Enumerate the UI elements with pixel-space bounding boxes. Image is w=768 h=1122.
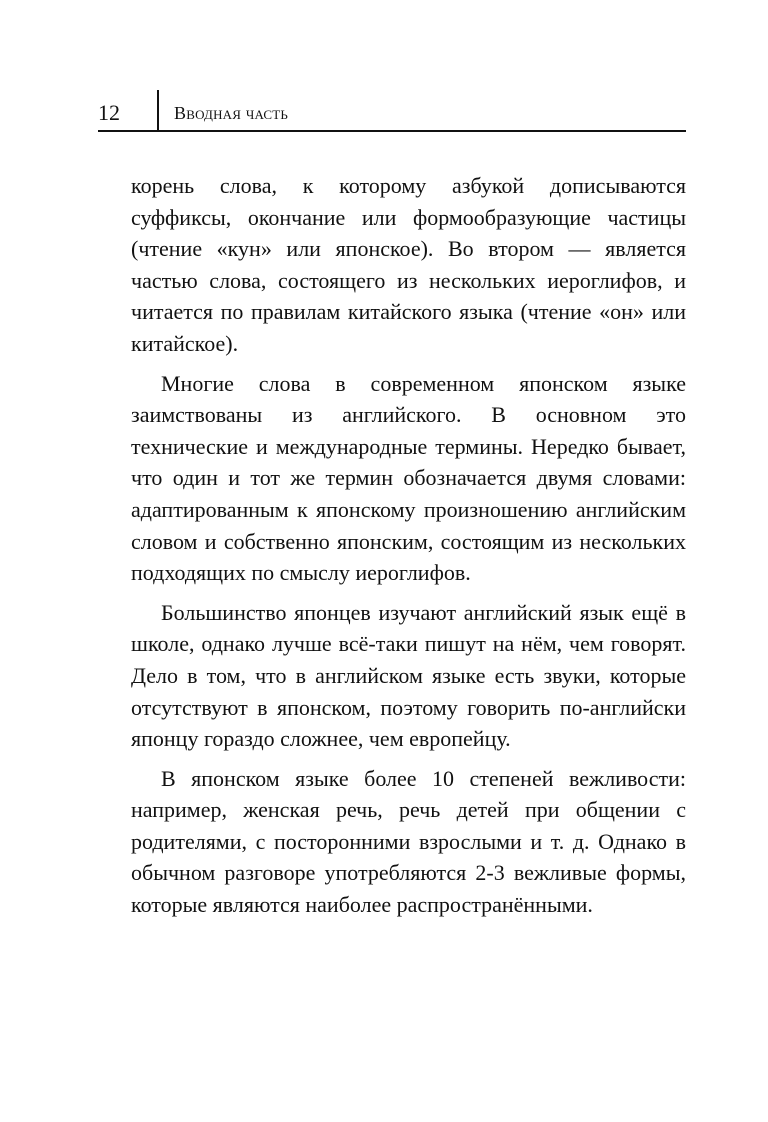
page-header: [98, 90, 686, 132]
page-number: 12: [98, 100, 120, 125]
paragraph-2: Многие слова в современном японском языке заимствованы из английского. В основном это технические и международные термины. Нередко бывает, что один и тот же термин обозначается двумя словами: адаптированным к японскому произношению английским словом и собственно японским, состоящим из нескольких подходящих по смыслу иероглифов.: [131, 370, 686, 586]
header-divider: [157, 90, 159, 130]
paragraph-4: В японском языке более 10 степеней вежливости: например, женская речь, речь детей при общении с родителями, с посторонними взрослыми и т. д. Однако в обычном разговоре употребляются 2-3 вежливые формы, которые являются наиболее распространёнными.: [131, 765, 686, 918]
paragraph-3: Большинство японцев изучают английский язык ещё в школе, однако лучше всё-таки пишут на нём, чем говорят. Дело в том, что в английском языке есть звуки, которые отсутствуют в японском, поэтому говорить по-английски японцу гораздо сложнее, чем европейцу.: [131, 599, 686, 752]
paragraph-1: корень слова, к которому азбукой дописываются суффиксы, окончание или формообразующие частицы (чтение «кун» или японское). Во втором — является частью слова, состоящего из нескольких иероглифов, и читается по правилам китайского языка (чтение «он» или китайское).: [131, 173, 686, 356]
body-text: [131, 170, 686, 929]
running-head: Вводная часть: [174, 103, 289, 123]
